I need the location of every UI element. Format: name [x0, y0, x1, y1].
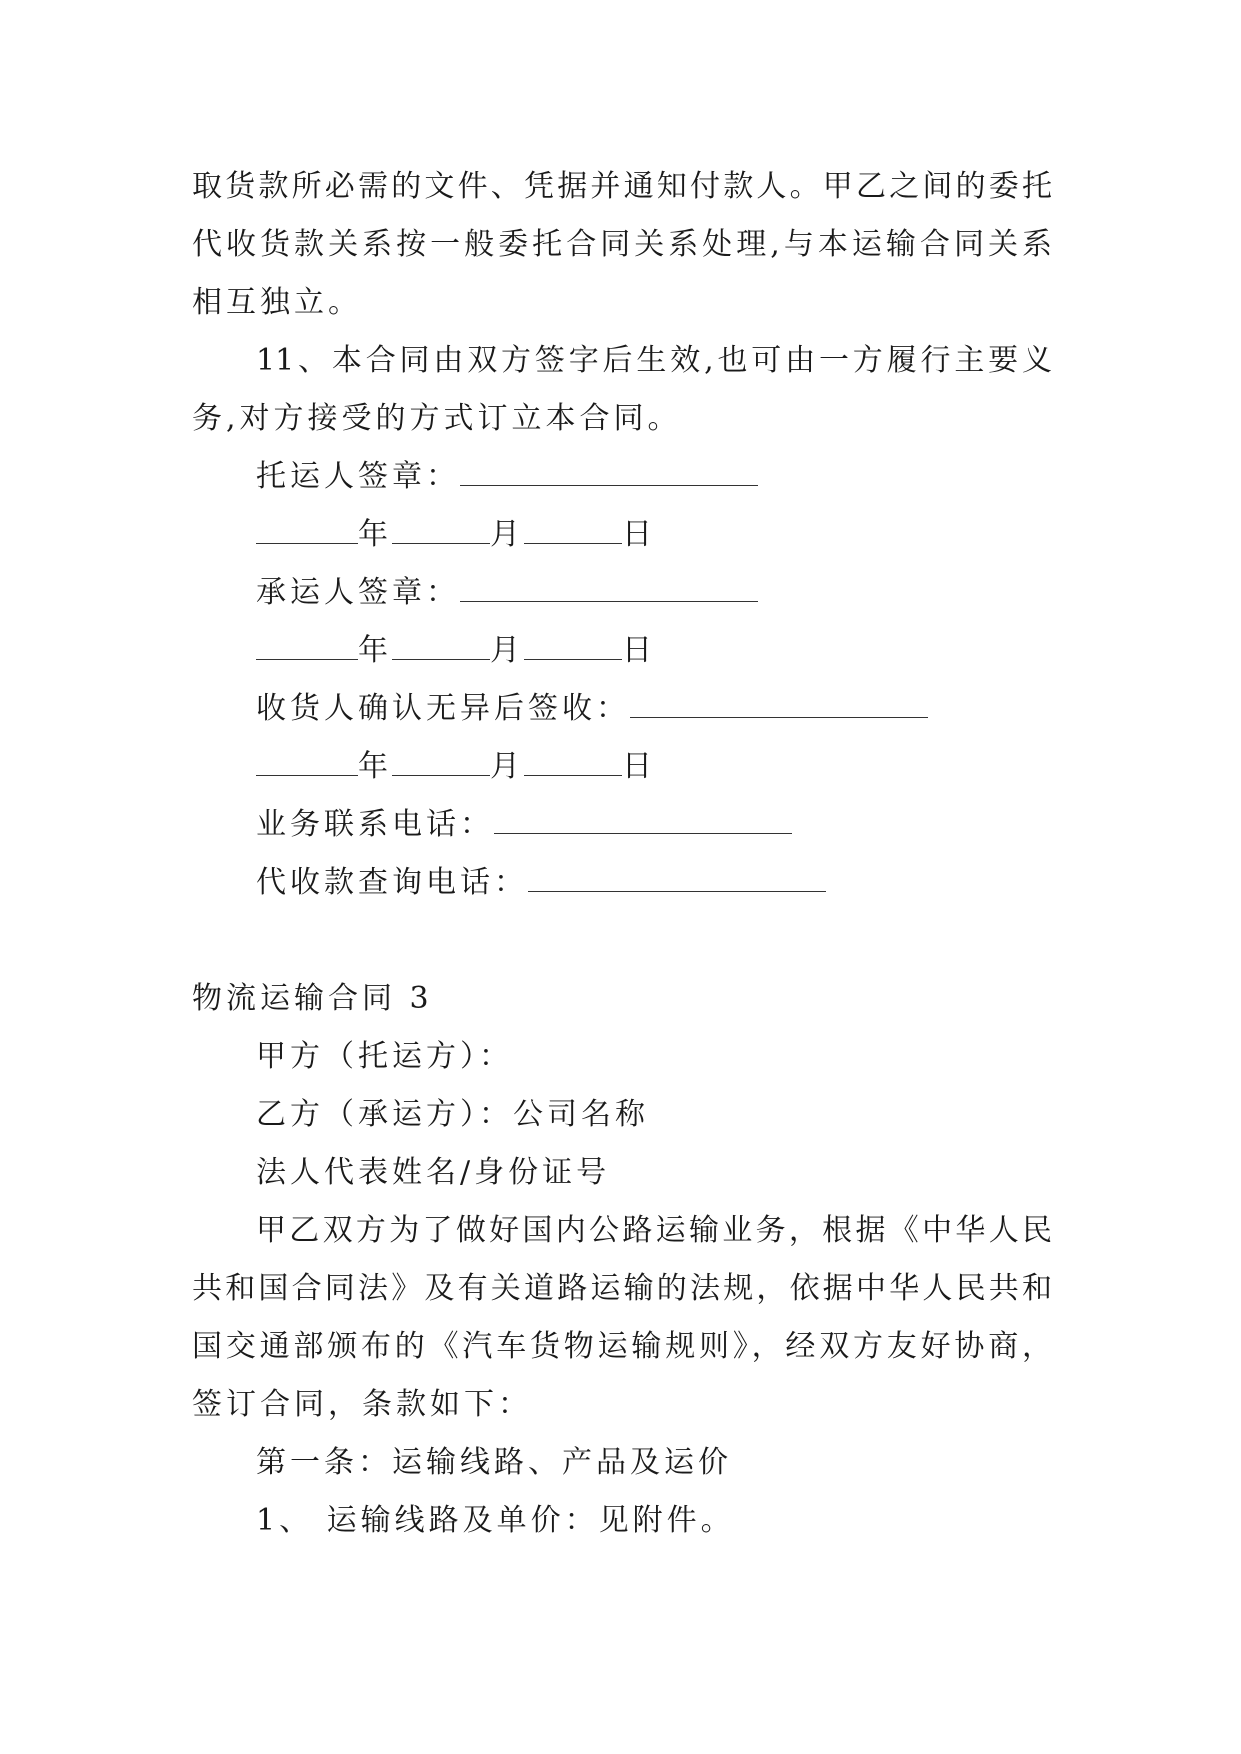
day-label: 日: [622, 633, 656, 668]
paragraph-line: 相互独立。: [192, 285, 362, 320]
consignee-sign-blank[interactable]: [630, 691, 928, 718]
year-label: 年: [358, 633, 392, 668]
consignee-signature-row: [192, 680, 1052, 738]
article-title: 第一条：运输线路、产品及运价: [256, 1445, 732, 1480]
paragraph-line: 国交通部颁布的《汽车货物运输规则》，经双方友好协商，: [192, 1329, 1052, 1364]
year-blank[interactable]: [256, 517, 358, 544]
paragraph-line: 甲乙双方为了做好国内公路运输业务，根据《中华人民: [256, 1213, 1052, 1248]
section-spacer: [192, 912, 1052, 970]
party-b: 乙方（承运方）：公司名称: [256, 1097, 649, 1132]
paragraph-line: 务,对方接受的方式订立本合同。: [192, 401, 682, 436]
paragraph-line: 取货款所必需的文件、凭据并通知付款人。甲乙之间的委托: [192, 169, 1052, 204]
month-label: 月: [490, 749, 524, 784]
article-item: 1、 运输线路及单价：见附件。: [256, 1503, 735, 1538]
month-blank[interactable]: [392, 517, 490, 544]
month-blank[interactable]: [392, 749, 490, 776]
party-a: 甲方（托运方）：: [256, 1039, 513, 1074]
month-label: 月: [490, 633, 524, 668]
shipper-sign-label: 托运人签章：: [256, 459, 460, 494]
carrier-sign-blank[interactable]: [460, 575, 758, 602]
shipper-sign-blank[interactable]: [460, 459, 758, 486]
legal-representative: 法人代表姓名/身份证号: [256, 1155, 611, 1190]
year-label: 年: [358, 517, 392, 552]
shipper-signature-row: [192, 448, 1052, 506]
day-label: 日: [622, 749, 656, 784]
date-row: [192, 506, 1052, 564]
date-row: [192, 738, 1052, 796]
paragraph-line: 代收货款关系按一般委托合同关系处理,与本运输合同关系: [192, 227, 1052, 262]
day-blank[interactable]: [524, 749, 622, 776]
document-page: [192, 158, 1052, 1550]
day-label: 日: [622, 517, 656, 552]
contract-title: 物流运输合同 3: [192, 981, 433, 1016]
date-row: [192, 622, 1052, 680]
carrier-sign-label: 承运人签章：: [256, 575, 460, 610]
business-phone-row: [192, 796, 1052, 854]
cod-phone-blank[interactable]: [528, 865, 826, 892]
consignee-sign-label: 收货人确认无异后签收：: [256, 691, 630, 726]
business-phone-label: 业务联系电话：: [256, 807, 494, 842]
cod-phone-label: 代收款查询电话：: [256, 865, 528, 900]
paragraph-line: 签订合同，条款如下：: [192, 1387, 532, 1422]
day-blank[interactable]: [524, 517, 622, 544]
year-blank[interactable]: [256, 749, 358, 776]
month-label: 月: [490, 517, 524, 552]
year-blank[interactable]: [256, 633, 358, 660]
year-label: 年: [358, 749, 392, 784]
day-blank[interactable]: [524, 633, 622, 660]
month-blank[interactable]: [392, 633, 490, 660]
carrier-signature-row: [192, 564, 1052, 622]
business-phone-blank[interactable]: [494, 807, 792, 834]
paragraph-line: 共和国合同法》及有关道路运输的法规，依据中华人民共和: [192, 1271, 1052, 1306]
cod-phone-row: [192, 854, 1052, 912]
paragraph-line: 11、本合同由双方签字后生效,也可由一方履行主要义: [256, 343, 1052, 378]
